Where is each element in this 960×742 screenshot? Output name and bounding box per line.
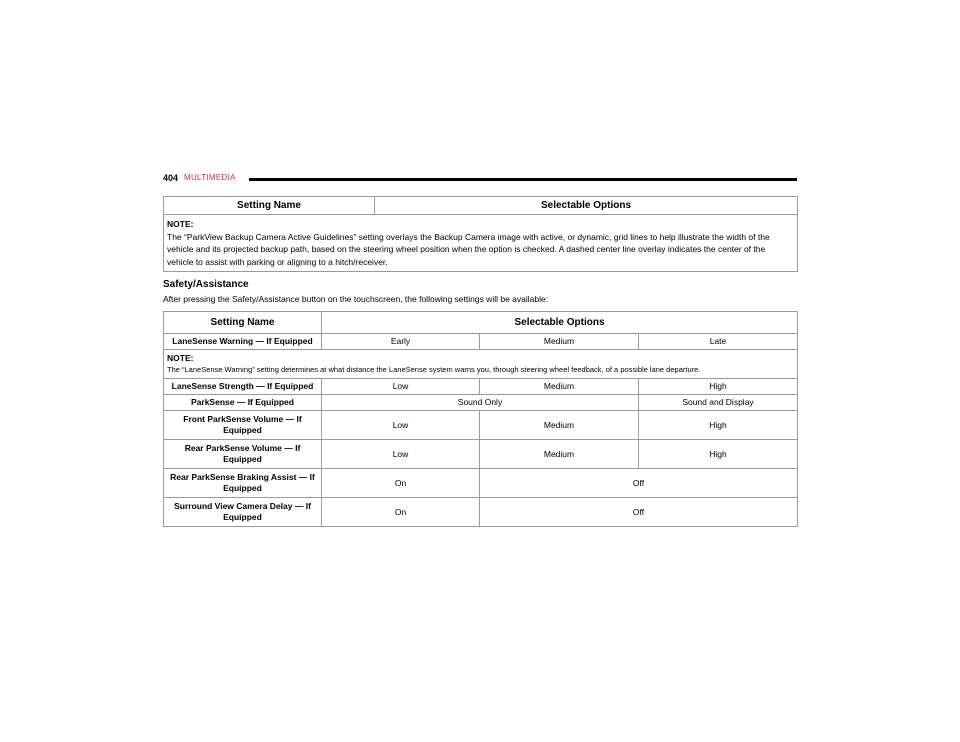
option-cell: Low (322, 440, 480, 469)
option-cell: Early (322, 334, 480, 350)
column-header-setting-name: Setting Name (164, 312, 322, 334)
note-label: NOTE: (167, 219, 194, 229)
safety-assistance-table (163, 311, 798, 527)
note-text: The “LaneSense Warning” setting determines at what distance the LaneSense system warns you, through steering wheel feedback, of a possible lane departure. (167, 365, 701, 374)
table-row (164, 469, 798, 498)
table-row (164, 395, 798, 411)
header-rule (249, 178, 797, 181)
table-row (164, 498, 798, 527)
setting-name: ParkSense — If Equipped (164, 395, 322, 411)
settings-table-note (163, 196, 798, 272)
table-row (164, 379, 798, 395)
option-cell: High (639, 411, 798, 440)
option-cell: On (322, 498, 480, 527)
table-header-row (164, 197, 798, 215)
table-header-row (164, 312, 798, 334)
option-cell: Medium (480, 379, 639, 395)
option-cell: Medium (480, 411, 639, 440)
option-cell: High (639, 379, 798, 395)
option-cell: On (322, 469, 480, 498)
table-row (164, 334, 798, 350)
option-cell: Off (480, 469, 798, 498)
page-number: 404 (163, 173, 179, 183)
setting-name: LaneSense Warning — If Equipped (164, 334, 322, 350)
setting-name: Rear ParkSense Braking Assist — If Equipped (164, 469, 322, 498)
column-header-selectable-options: Selectable Options (375, 197, 798, 215)
section-title: Safety/Assistance (163, 279, 249, 290)
setting-name: LaneSense Strength — If Equipped (164, 379, 322, 395)
note-text: The “ParkView Backup Camera Active Guidelines” setting overlays the Backup Camera image with active, or dynamic, grid lines to help illustrate the width of the vehicle and its projected backup path, based on the steering wheel position when the option is checked. A dashed center line overlay indicates the center of the vehicle to assist with parking or aligning to a hitch/receiver. (167, 231, 770, 267)
option-cell: Sound Only (322, 395, 639, 411)
table-row (164, 440, 798, 469)
note-row (164, 215, 798, 272)
note-row (164, 350, 798, 379)
setting-name: Surround View Camera Delay — If Equipped (164, 498, 322, 527)
section-intro: After pressing the Safety/Assistance button on the touchscreen, the following settings will be available: (163, 294, 549, 304)
option-cell: Medium (480, 334, 639, 350)
page-header (163, 172, 797, 184)
option-cell: Low (322, 411, 480, 440)
note-cell (164, 350, 798, 379)
option-cell: Sound and Display (639, 395, 798, 411)
note-label: NOTE: (167, 353, 194, 363)
column-header-selectable-options: Selectable Options (322, 312, 798, 334)
option-cell: Medium (480, 440, 639, 469)
option-cell: Low (322, 379, 480, 395)
table-row (164, 411, 798, 440)
setting-name: Rear ParkSense Volume — If Equipped (164, 440, 322, 469)
setting-name: Front ParkSense Volume — If Equipped (164, 411, 322, 440)
option-cell: Off (480, 498, 798, 527)
option-cell: High (639, 440, 798, 469)
option-cell: Late (639, 334, 798, 350)
section-name: MULTIMEDIA (184, 173, 236, 182)
note-cell (164, 215, 798, 272)
column-header-setting-name: Setting Name (164, 197, 375, 215)
